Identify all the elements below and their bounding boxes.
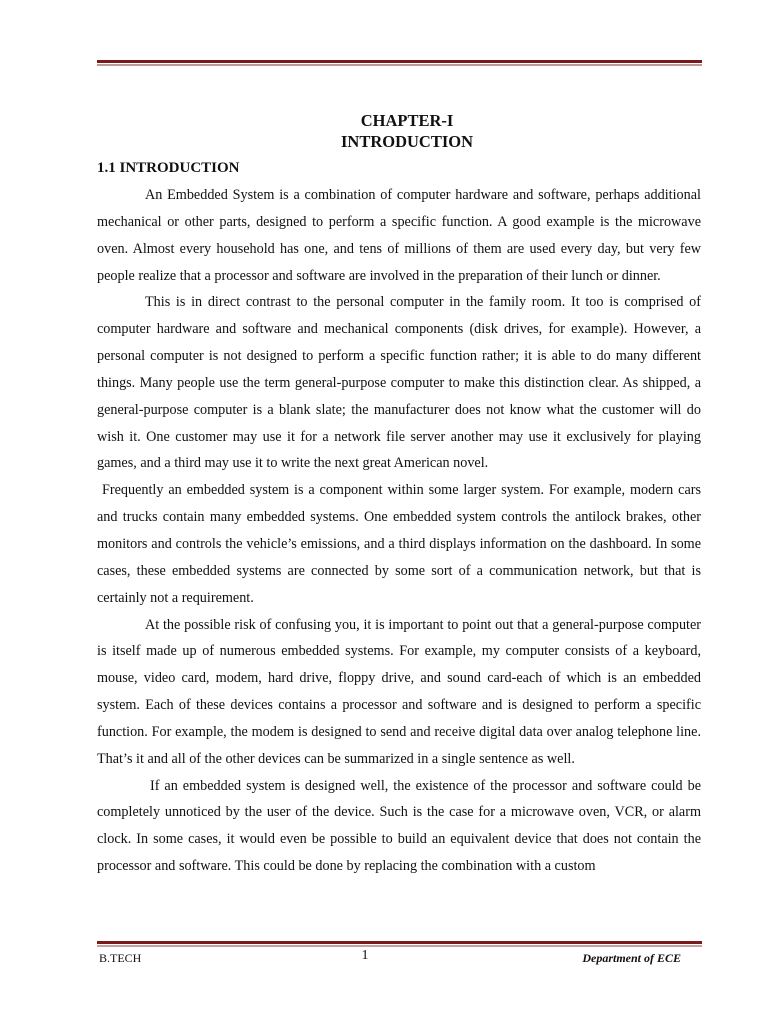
paragraph-2: This is in direct contrast to the personal computer in the family room. It too is comprised of computer hardware and software and mechanical components (disk drives, for example). However, a personal computer is not designed to perform a specific function rather; it is able to do many different things. Many people use the term general-purpose computer to make this distinction clear. As shipped, a general-purpose computer is a blank slate; the manufacturer does not know what the customer will do wish it. One customer may use it for a network file server another may use it exclusively for playing games, and a third may use it to write the next great American novel. [97, 294, 701, 472]
body-text [97, 182, 701, 880]
paragraph-4: At the possible risk of confusing you, it is important to point out that a general-purpose computer is itself made up of numerous embedded systems. For example, my computer consists of a keyboard, mouse, video card, modem, hard drive, floppy drive, and sound card-each of which is an embedded system. Each of these devices contains a processor and software and is designed to perform a specific function. For example, the modem is designed to send and receive digital data over analog telephone line. That’s it and all of the other devices can be summarized in a single sentence as well. [97, 616, 701, 767]
paragraph-5: If an embedded system is designed well, the existence of the processor and software could be completely unnoticed by the user of the device. Such is the case for a microwave oven, VCR, or alarm clock. In some cases, it would even be possible to build an equivalent device that does not contain the processor and software. This could be done by replacing the combination with a custom [97, 777, 701, 875]
footer-rule [97, 941, 702, 947]
section-heading: 1.1 INTRODUCTION [97, 160, 240, 176]
footer-degree: B.TECH [99, 951, 142, 965]
footer-department: Department of ECE [582, 951, 681, 965]
paragraph-1: An Embedded System is a combination of computer hardware and software, perhaps additional mechanical or other parts, designed to perform a specific function. A good example is the microwave oven. Almost every household has one, and tens of millions of them are used every day, but very few people realize that a processor and software are involved in the preparation of their lunch or dinner. [97, 187, 701, 284]
header-rule [97, 60, 702, 66]
paragraph-3: Frequently an embedded system is a component within some larger system. For example, modern cars and trucks contain many embedded systems. One embedded system controls the antilock brakes, other monitors and controls the vehicle’s emissions, and a third displays information on the dashboard. In some cases, these embedded systems are connected by some sort of a communication network, but that is certainly not a requirement. [97, 482, 701, 606]
chapter-title: INTRODUCTION [340, 132, 474, 151]
page-number: 1 [361, 948, 369, 963]
chapter-label: CHAPTER-I [360, 111, 454, 130]
